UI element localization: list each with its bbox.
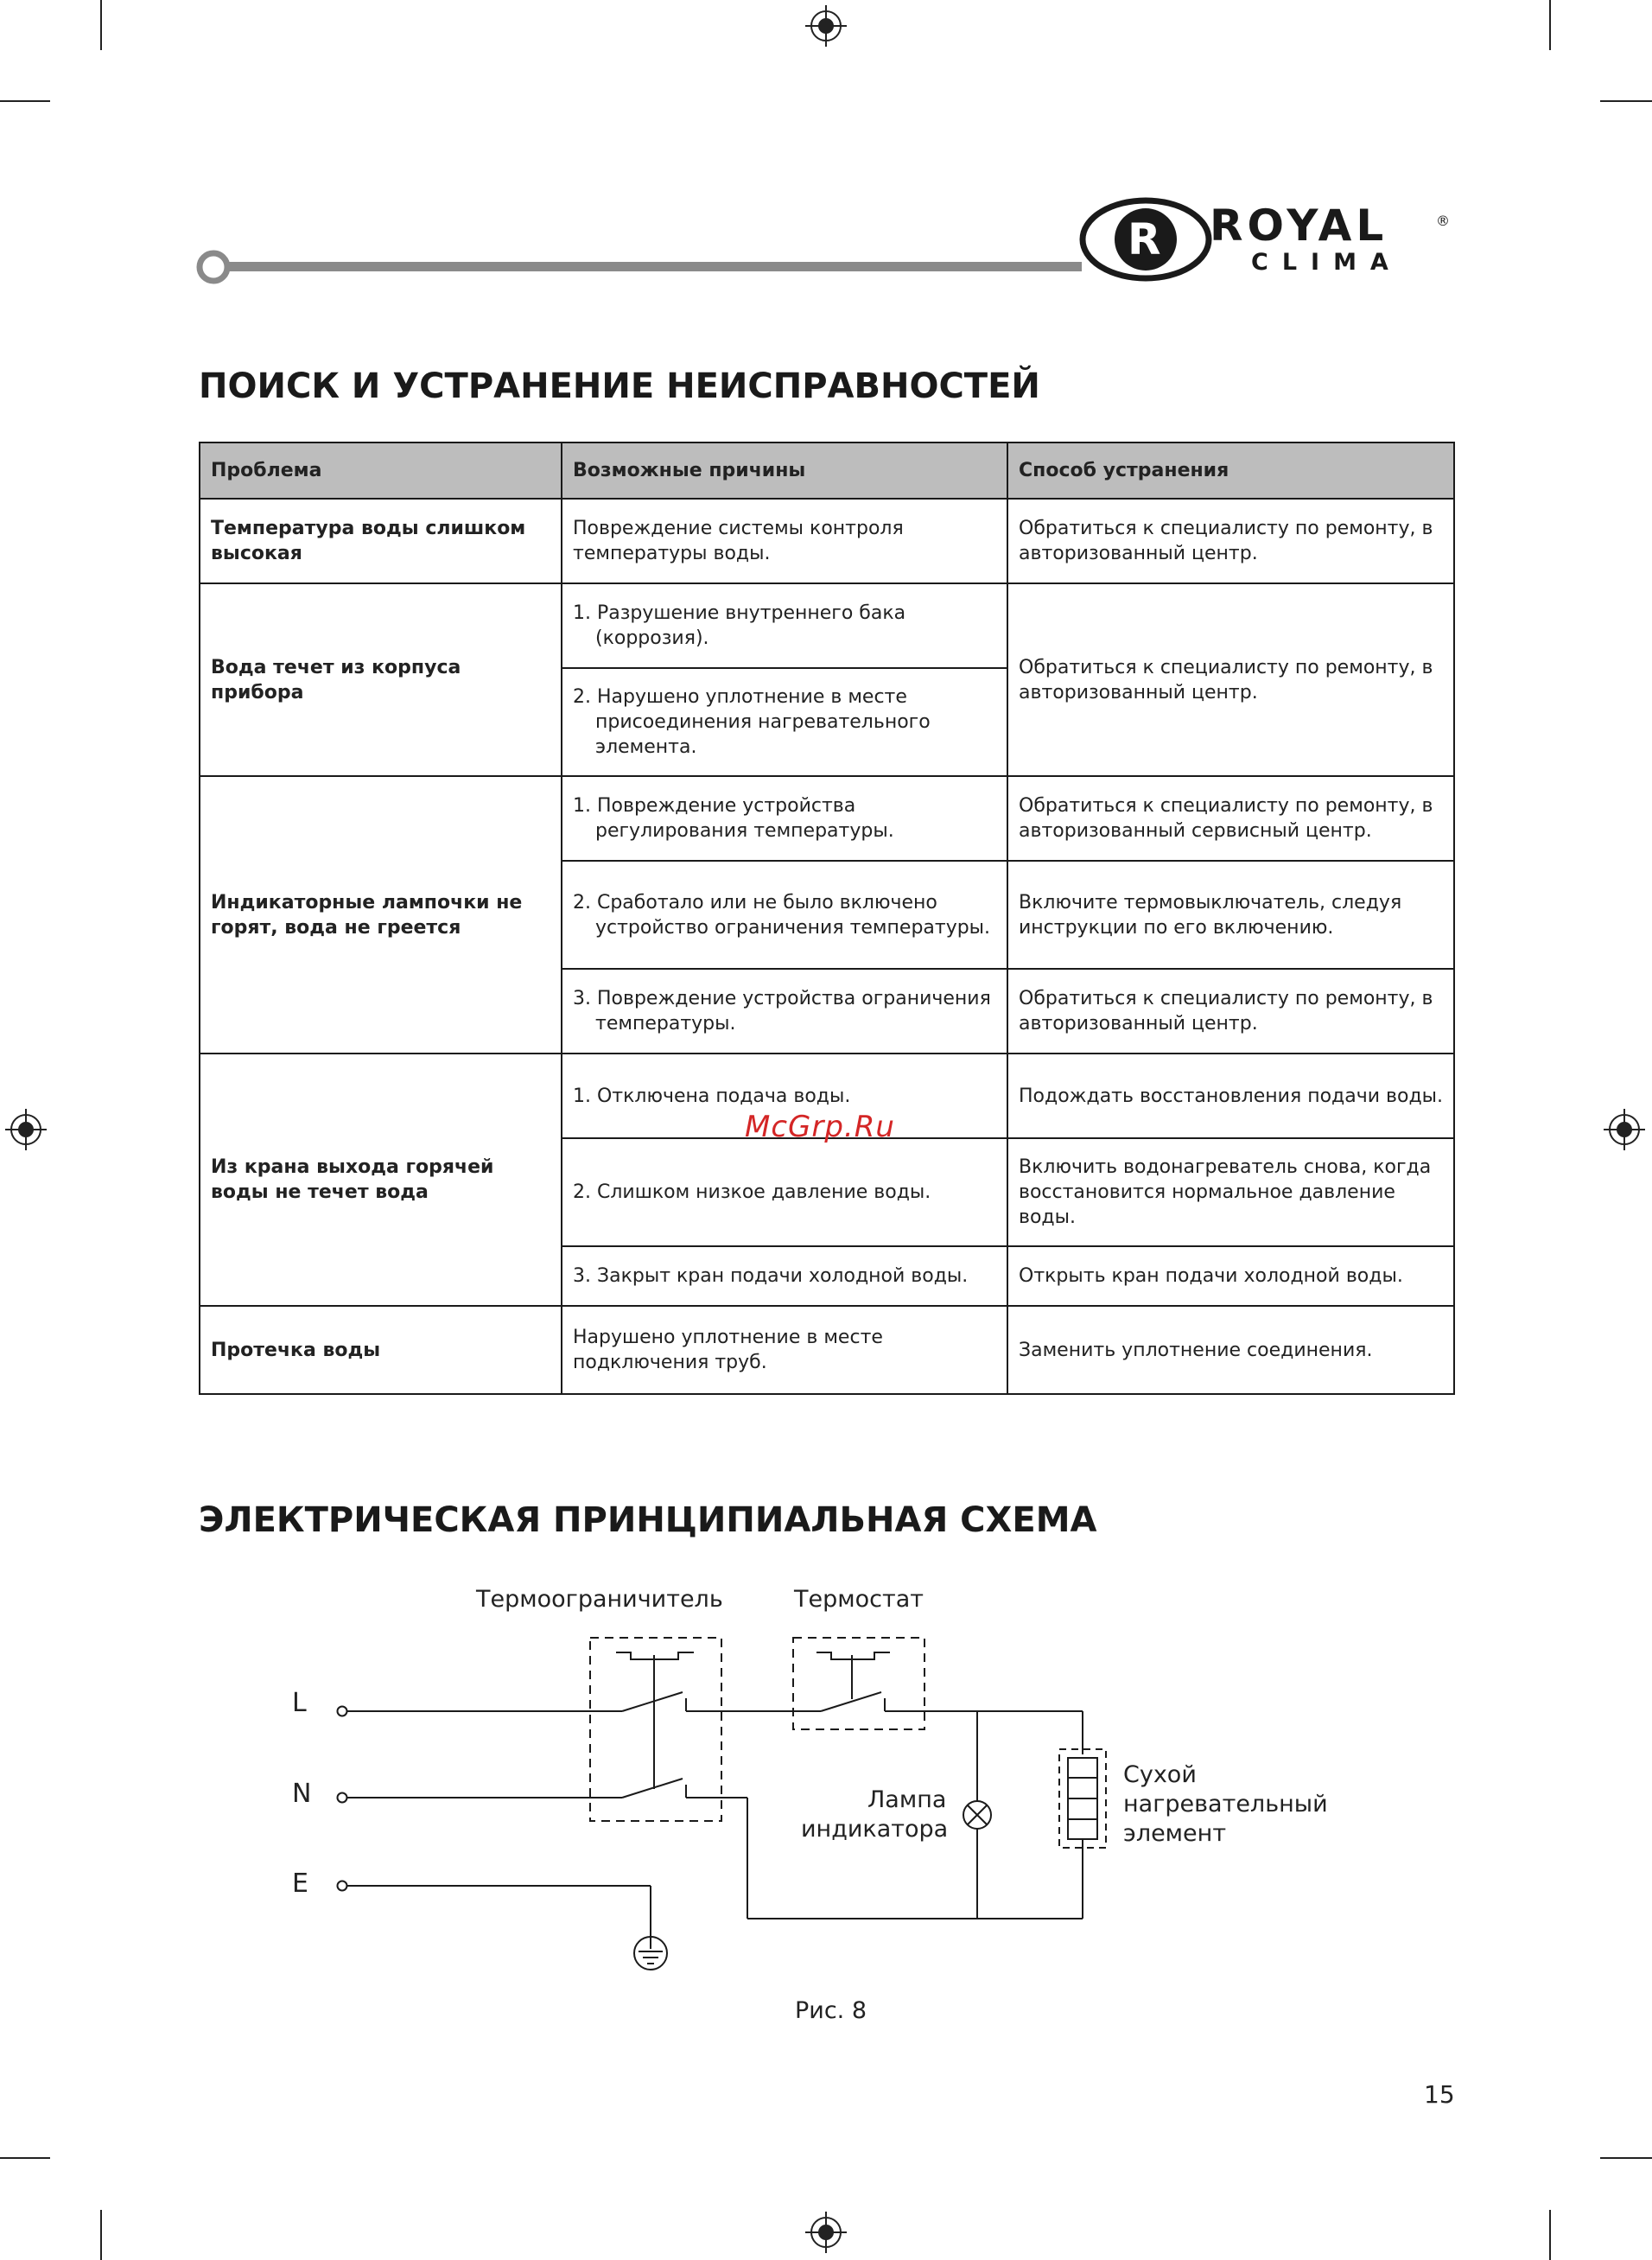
cause-cell: Повреждение системы контроля температуры воды. bbox=[562, 499, 1007, 583]
terminal-l bbox=[338, 1707, 347, 1716]
header-causes: Возможные причины bbox=[562, 442, 1007, 499]
cause-text: 1. Отключена подача воды. bbox=[573, 1085, 851, 1107]
schematic-title: ЭЛЕКТРИЧЕСКАЯ ПРИНЦИПИАЛЬНАЯ СХЕМА bbox=[199, 1500, 1097, 1540]
terminal-n bbox=[338, 1793, 347, 1803]
thermo-limiter-box bbox=[590, 1638, 721, 1821]
cause-text: 2. Сработало или не было включено устройство ограничения температуры. bbox=[573, 891, 991, 939]
terminal-e bbox=[338, 1881, 347, 1891]
header-problem: Проблема bbox=[200, 442, 562, 499]
problem-cell: Из крана выхода горячей воды не течет вода bbox=[200, 1054, 562, 1306]
cause-cell: Нарушено уплотнение в месте подключения труб. bbox=[562, 1306, 1007, 1394]
solution-cell: Подождать восстановления подачи воды. bbox=[1007, 1054, 1454, 1138]
problem-cell: Индикаторные лампочки не горят, вода не греется bbox=[200, 776, 562, 1054]
page-number: 15 bbox=[1424, 2080, 1455, 2109]
line-e-label: E bbox=[292, 1868, 308, 1899]
line-n-label: N bbox=[292, 1779, 312, 1809]
solution-cell: Открыть кран подачи холодной воды. bbox=[1007, 1246, 1454, 1306]
lamp-label-line1: Лампа bbox=[867, 1786, 947, 1813]
ground-icon bbox=[634, 1936, 667, 1970]
solution-cell: Обратиться к специалисту по ремонту, в авторизованный центр. bbox=[1007, 583, 1454, 776]
line-l-label: L bbox=[292, 1688, 307, 1718]
watermark: McGrp.Ru bbox=[745, 1110, 895, 1144]
thermostat-box bbox=[793, 1638, 924, 1729]
brand-registered-mark: ® bbox=[1436, 213, 1450, 229]
brand-name-clima: CLIMA bbox=[1251, 249, 1402, 276]
figure-caption: Рис. 8 bbox=[795, 1997, 867, 2024]
solution-cell: Обратиться к специалисту по ремонту, в авторизованный сервисный центр. bbox=[1007, 776, 1454, 861]
solution-cell: Обратиться к специалисту по ремонту, в авторизованный центр. bbox=[1007, 499, 1454, 583]
solution-cell: Заменить уплотнение соединения. bbox=[1007, 1306, 1454, 1394]
troubleshooting-title: ПОИСК И УСТРАНЕНИЕ НЕИСПРАВНОСТЕЙ bbox=[199, 366, 1040, 406]
problem-cell: Температура воды слишком высокая bbox=[200, 499, 562, 583]
cause-text: 2. Нарушено уплотнение в месте присоединения нагревательного элемента. bbox=[573, 686, 931, 758]
thermo-limiter-label: Термоограничитель bbox=[476, 1586, 723, 1613]
lamp-label-line2: индикатора bbox=[801, 1816, 949, 1843]
cause-text: 3. Закрыт кран подачи холодной воды. bbox=[573, 1265, 969, 1287]
solution-cell: Обратиться к специалисту по ремонту, в авторизованный центр. bbox=[1007, 969, 1454, 1054]
problem-cell: Вода течет из корпуса прибора bbox=[200, 583, 562, 776]
solution-cell: Включите термовыключатель, следуя инструкции по его включению. bbox=[1007, 861, 1454, 969]
brand-name-royal: ROYAL bbox=[1210, 201, 1388, 251]
problem-cell: Протечка воды bbox=[200, 1306, 562, 1394]
cause-text: 2. Слишком низкое давление воды. bbox=[573, 1181, 931, 1203]
solution-cell: Включить водонагреватель снова, когда восстановится нормальное давление воды. bbox=[1007, 1138, 1454, 1246]
heater-label-line2: нагревательный bbox=[1123, 1791, 1328, 1818]
heater-label-line1: Сухой bbox=[1123, 1761, 1197, 1788]
heater-label-line3: элемент bbox=[1123, 1820, 1227, 1847]
logo-letter: R bbox=[1128, 214, 1161, 264]
cause-text: 1. Разрушение внутреннего бака (коррозия). bbox=[573, 602, 906, 649]
header-solution: Способ устранения bbox=[1007, 442, 1454, 499]
cause-text: 3. Повреждение устройства ограничения температуры. bbox=[573, 988, 991, 1035]
thermostat-label: Термостат bbox=[794, 1586, 924, 1613]
cause-text: 1. Повреждение устройства регулирования температуры. bbox=[573, 795, 894, 842]
